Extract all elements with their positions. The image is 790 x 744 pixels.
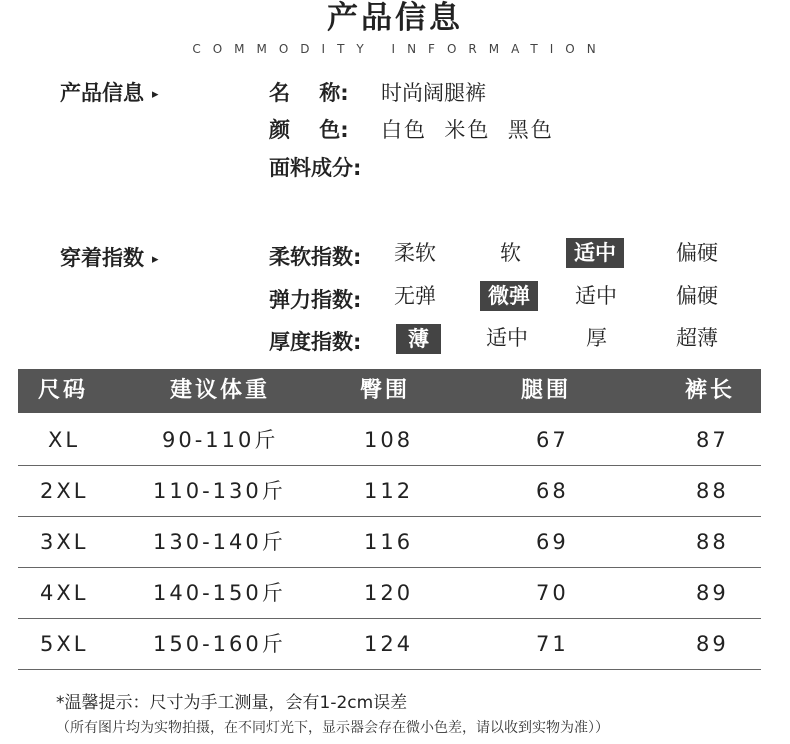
disclaimer-note: （所有图片均为实物拍摄，在不同灯光下，显示器会存在微小色差，请以收到实物为准）） <box>56 720 609 736</box>
softness-option-selected: 适中 <box>566 238 624 268</box>
elasticity-option: 无弹 <box>394 284 436 308</box>
cell-weight: 130-140斤 <box>153 530 286 554</box>
header-size: 尺码 <box>38 378 89 403</box>
fabric-label: 面料成分: <box>269 156 362 180</box>
thickness-option: 厚 <box>586 326 607 350</box>
softness-label: 柔软指数: <box>269 245 362 269</box>
product-info-section-label <box>60 77 159 107</box>
cell-hip: 120 <box>364 581 414 605</box>
cell-size: 4XL <box>40 581 89 605</box>
thickness-label: 厚度指数: <box>269 330 362 354</box>
cell-length: 88 <box>696 530 729 554</box>
table-row <box>18 517 761 568</box>
cell-hip: 112 <box>364 479 414 503</box>
cell-weight: 90-110斤 <box>162 428 279 452</box>
cell-length: 88 <box>696 479 729 503</box>
table-row <box>18 415 761 466</box>
header-length: 裤长 <box>685 378 736 403</box>
header-leg: 腿围 <box>521 378 572 403</box>
wear-index-label-text: 穿着指数 <box>60 246 144 270</box>
cell-size: 5XL <box>40 632 89 656</box>
header-hip: 臀围 <box>360 378 411 403</box>
cell-weight: 140-150斤 <box>153 581 286 605</box>
cell-weight: 150-160斤 <box>153 632 286 656</box>
color-label: 颜 色: <box>269 118 349 142</box>
tip-note: *温馨提示：尺寸为手工测量，会有1-2cm误差 <box>56 693 408 713</box>
triangle-right-icon: ▸ <box>152 86 159 102</box>
cell-size: 3XL <box>40 530 89 554</box>
table-row <box>18 619 761 670</box>
softness-option: 软 <box>500 241 521 265</box>
cell-size: XL <box>48 428 81 452</box>
cell-weight: 110-130斤 <box>153 479 286 503</box>
name-label: 名 称: <box>269 81 349 105</box>
thickness-option: 适中 <box>486 326 528 350</box>
wear-index-section-label <box>60 242 159 272</box>
cell-hip: 116 <box>364 530 414 554</box>
page-title: 产品信息 <box>327 0 463 36</box>
table-row <box>18 568 761 619</box>
cell-size: 2XL <box>40 479 89 503</box>
cell-leg: 71 <box>536 632 569 656</box>
elasticity-label: 弹力指数: <box>269 288 362 312</box>
cell-hip: 108 <box>364 428 414 452</box>
cell-leg: 70 <box>536 581 569 605</box>
table-row <box>18 466 761 517</box>
header-weight: 建议体重 <box>170 378 271 403</box>
thickness-option: 超薄 <box>676 326 718 350</box>
elasticity-option: 适中 <box>575 284 617 308</box>
cell-length: 89 <box>696 632 729 656</box>
cell-leg: 69 <box>536 530 569 554</box>
cell-length: 89 <box>696 581 729 605</box>
size-table-header <box>18 369 761 413</box>
product-info-label-text: 产品信息 <box>60 81 144 105</box>
cell-leg: 67 <box>536 428 569 452</box>
name-value: 时尚阔腿裤 <box>381 81 486 105</box>
elasticity-option: 偏硬 <box>676 284 718 308</box>
cell-length: 87 <box>696 428 729 452</box>
page-subtitle: COMMODITY INFORMATION <box>192 42 608 56</box>
cell-hip: 124 <box>364 632 414 656</box>
color-value: 白色 米色 黑色 <box>381 118 554 142</box>
elasticity-option-selected: 微弹 <box>480 281 538 311</box>
triangle-right-icon: ▸ <box>152 251 159 267</box>
thickness-option-selected: 薄 <box>396 324 441 354</box>
cell-leg: 68 <box>536 479 569 503</box>
softness-option: 柔软 <box>394 241 436 265</box>
softness-option: 偏硬 <box>676 241 718 265</box>
